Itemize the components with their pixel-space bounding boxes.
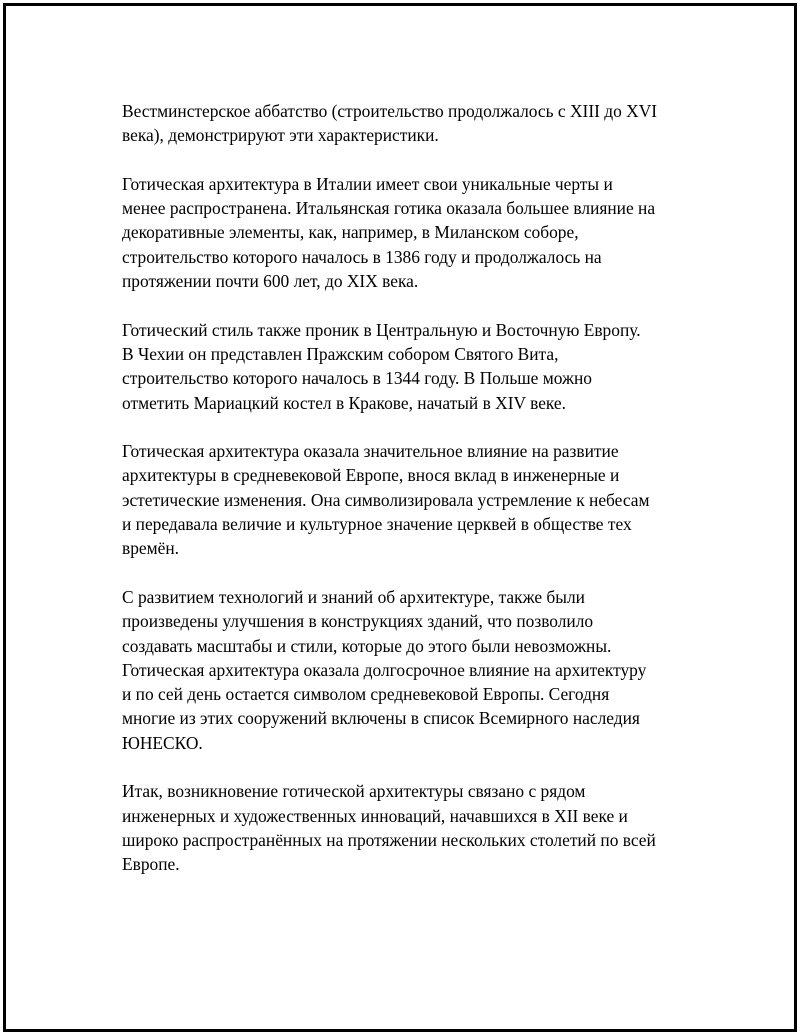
paragraph-technology: С развитием технологий и знаний об архитектуре, также были произведены улучшения в конструкциях зданий, что позволило создавать масштабы и стили, которые до этого были невозможны. Готическая архитектура оказала долгосрочное влияние на архитектуру и по сей день остается символом средневековой Европы. Сегодня многие из этих сооружений включены в список Всемирного наследия ЮНЕСКО. xyxy=(122,586,647,753)
paragraph-conclusion: Итак, возникновение готической архитектуры связано с рядом инженерных и художественных инноваций, начавшихся в XII веке и широко распространённых на протяжении нескольких столетий по всей Европе. xyxy=(122,781,656,875)
paragraph-influence: Готическая архитектура оказала значительное влияние на развитие архитектуры в средневековой Европе, внося вклад в инженерные и эстетические изменения. Она символизировала устремление к небесам и передавала величие и культурное значение церквей в обществе тех времён. xyxy=(122,441,650,559)
paragraph-central-eastern-europe: Готический стиль также проник в Центральную и Восточную Европу. В Чехии он представлен Пражским собором Святого Вита, строительство которого началось в 1344 году. В Польше можно отметить Мариацкий костел в Кракове, начатый в XIV веке. xyxy=(122,319,641,413)
document-body xyxy=(122,99,702,877)
paragraph-westminster: Вестминстерское аббатство (строительство продолжалось с XIII до XVI века), демонстрируют эти характеристики. xyxy=(122,101,658,146)
page-frame xyxy=(3,3,797,1032)
paragraph-italian-gothic: Готическая архитектура в Италии имеет свои уникальные черты и менее распространена. Итальянская готика оказала большее влияние на декоративные элементы, как, например, в Миланском соборе, строительство которого началось в 1386 году и продолжалось на протяжении почти 600 лет, до XIX века. xyxy=(122,173,656,292)
